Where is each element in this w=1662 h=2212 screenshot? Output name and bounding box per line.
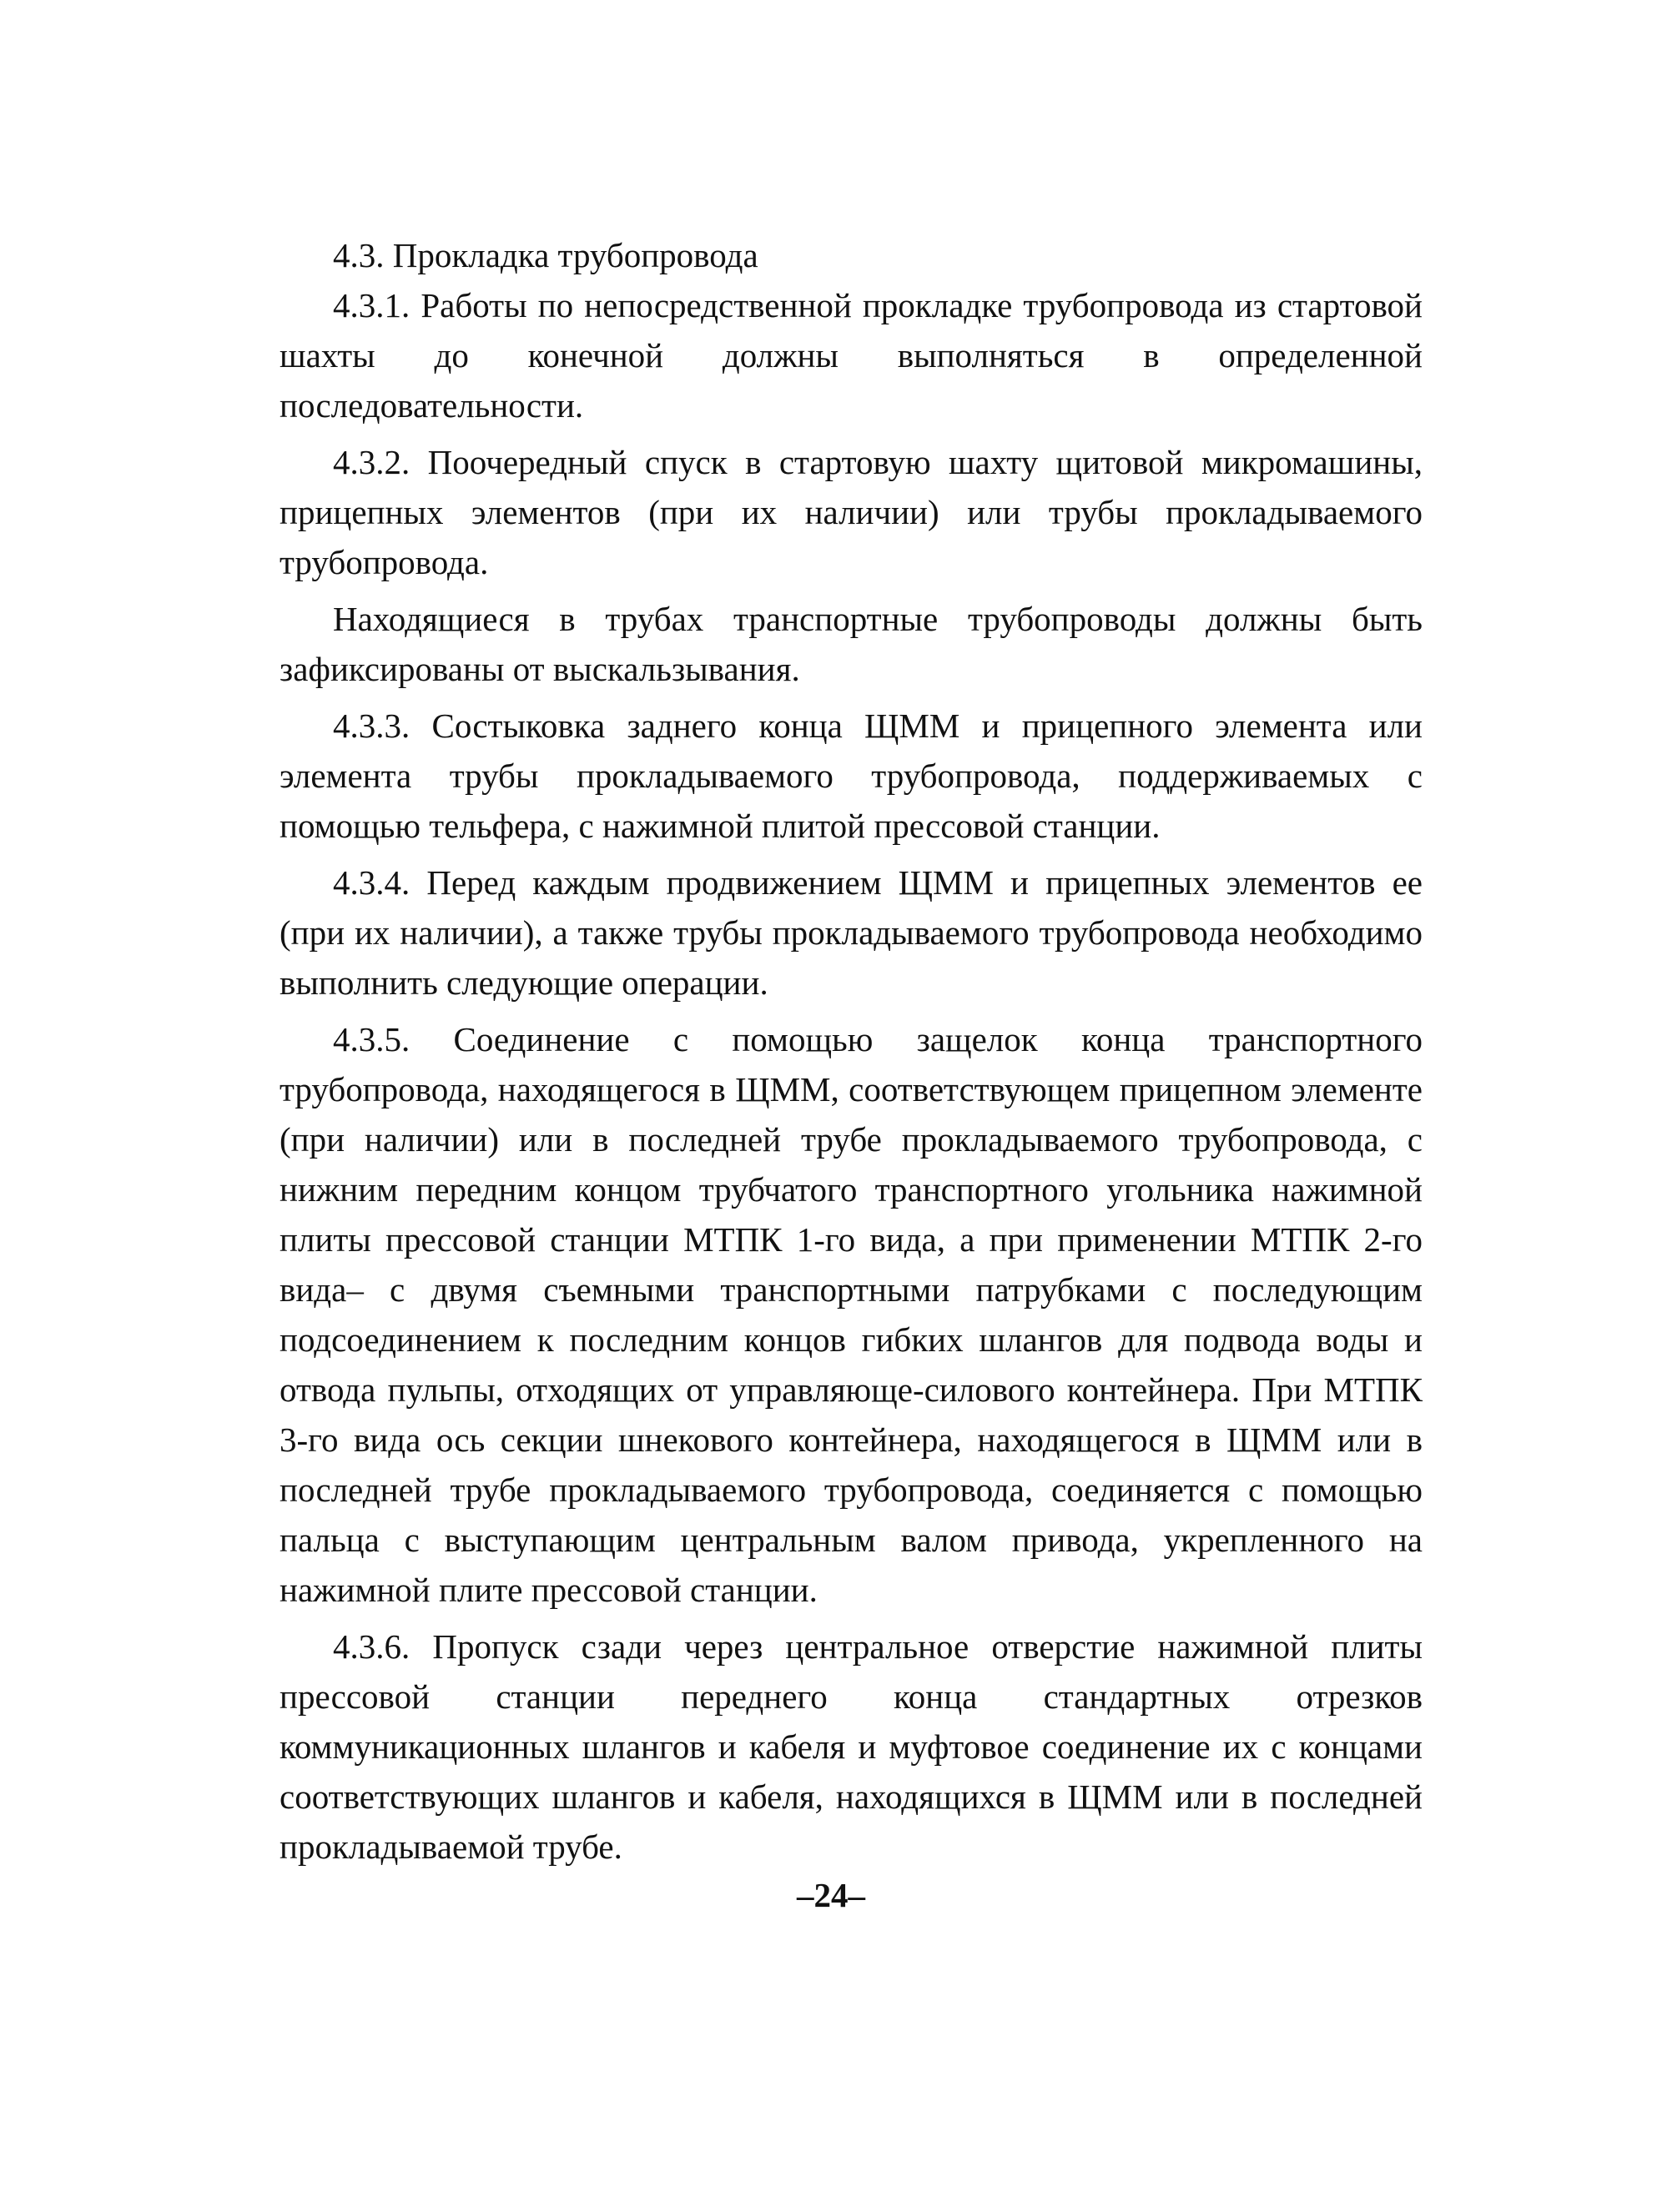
paragraph-4-3-6: 4.3.6. Пропуск сзади через центральное отверстие нажимной плиты прессовой станции переднего конца стандартных отрезков коммуникационных шлангов и кабеля и муфтовое соединение их с концами соответствующих шлангов и кабеля, находящихся в ЩММ или в последней прокладываемой трубе. [280,1627,1423,1866]
paragraph-4-3-2: 4.3.2. Поочередный спуск в стартовую шахту щитовой микромашины, прицепных элементов (при их наличии) или трубы прокладываемого трубопровода. [280,443,1423,581]
paragraph-4-3-4: 4.3.4. Перед каждым продвижением ЩММ и прицепных элементов ее (при их наличии), а также трубы прокладываемого трубопровода необходимо выполнить следующие операции. [280,863,1423,1002]
section-heading: 4.3. Прокладка трубопровода [333,236,758,274]
paragraph-4-3-1: 4.3.1. Работы по непосредственной прокладке трубопровода из стартовой шахты до конечной должны выполняться в определенной последовательности. [280,286,1423,425]
paragraph-transport-pipes: Находящиеся в трубах транспортные трубопроводы должны быть зафиксированы от выскальзывания. [280,600,1423,688]
paragraph-4-3-5: 4.3.5. Соединение с помощью защелок конца транспортного трубопровода, находящегося в ЩММ, соответствующем прицепном элементе (при наличии) или в последней трубе прокладываемого трубопровода, с нижним передним концом трубчатого транспортного угольника нажимной плиты прессовой станции МТПК 1-го вида, а при применении МТПК 2-го вида– с двумя съемными транспортными патрубками с последующим подсоединением к последним концов гибких шлангов для подвода воды и отвода пульпы, отходящих от управляюще-силового контейнера. При МТПК 3-го вида ось секции шнекового контейнера, находящегося в ЩММ или в последней трубе прокладываемого трубопровода, соединяется с помощью пальца с выступающим центральным валом привода, укрепленного на нажимной плите прессовой станции. [280,1020,1423,1609]
page-number: –24– [797,1876,865,1914]
document-body [280,230,1423,1878]
paragraph-4-3-3: 4.3.3. Состыковка заднего конца ЩММ и прицепного элемента или элемента трубы прокладываемого трубопровода, поддерживаемых с помощью тельфера, с нажимной плитой прессовой станции. [280,706,1423,845]
